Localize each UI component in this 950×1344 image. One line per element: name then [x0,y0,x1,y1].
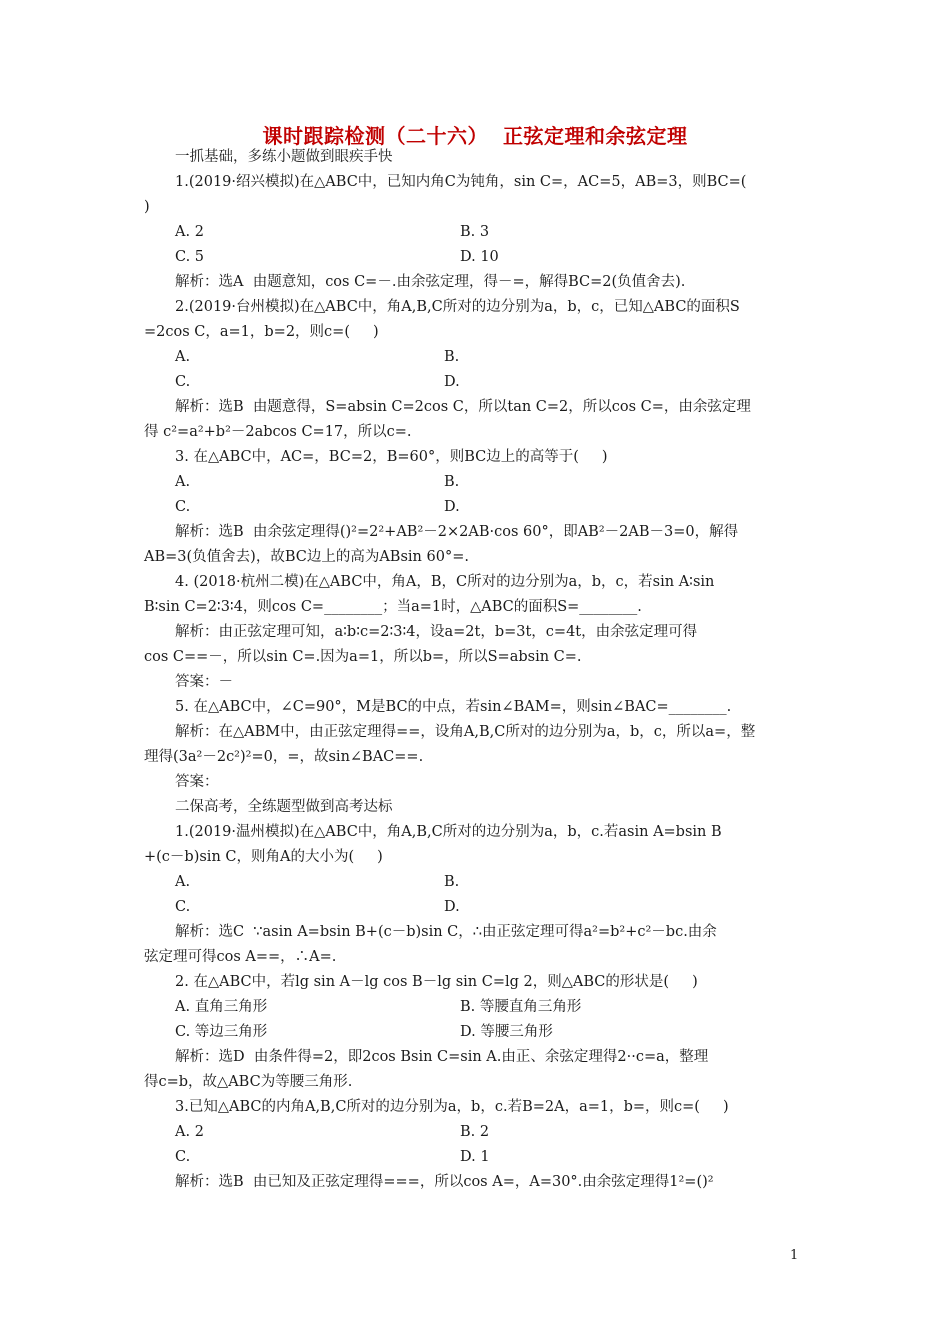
text-line: C. [175,899,191,915]
text-line: B. [444,874,460,890]
text-line: B. [444,349,460,365]
text-line: 一抓基础，多练小题做到眼疾手快 [175,149,393,165]
text-line: C. [175,1149,191,1165]
text-line: 二保高考，全练题型做到高考达标 [175,799,393,815]
text-line: 解析：在△ABM中，由正弦定理得==，设角A,B,C所对的边分别为a，b，c，所以a=，整 [175,724,756,740]
text-line: cos C==－，所以sin C=.因为a=1，所以b=，所以S=absin C=. [144,649,582,665]
text-line: D. 等腰三角形 [460,1024,553,1040]
text-line: D. [444,499,460,515]
text-line: 解析：选C ∵asin A=bsin B+(c－b)sin C，∴由正弦定理可得a²=b²+c²－bc.由余 [175,924,717,940]
text-line: C. 5 [175,249,205,265]
text-line: B. [444,474,460,490]
text-line: 得c=b，故△ABC为等腰三角形. [144,1074,353,1090]
page-number: 1 [790,1248,799,1263]
text-line: A. [175,474,191,490]
text-line: 弦定理可得cos A==，∴A=. [144,949,337,965]
text-line: C. [175,374,191,390]
text-line: D. 1 [460,1149,490,1165]
text-line: 解析：选A 由题意知，cos C=－.由余弦定理，得－=，解得BC=2(负值舍去). [175,274,686,290]
text-line: A. 2 [175,1124,204,1140]
text-line: B∶sin C=2∶3∶4，则cos C=________；当a=1时，△ABC的面积S=________. [144,599,642,615]
text-line: 2. 在△ABC中，若lg sin A－lg cos B－lg sin C=lg 2，则△ABC的形状是( ) [175,974,698,990]
text-line: A. [175,874,191,890]
text-line: AB=3(负值舍去)，故BC边上的高为ABsin 60°=. [144,549,469,565]
text-line: 解析：选D 由条件得=2，即2cos Bsin C=sin A.由正、余弦定理得2··c=a，整理 [175,1049,709,1065]
text-line: 得 c²=a²+b²－2abcos C=17，所以c=. [144,424,412,440]
text-line: 5. 在△ABC中，∠C=90°，M是BC的中点，若sin∠BAM=，则sin∠BAC=________. [175,699,732,715]
text-line: 解析：由正弦定理可知，a∶b∶c=2∶3∶4，设a=2t，b=3t，c=4t，由余弦定理可得 [175,624,698,640]
text-line: =2cos C，a=1，b=2，则c=( ) [144,324,379,340]
text-line: A. 直角三角形 [175,999,268,1015]
text-line: 2.(2019·台州模拟)在△ABC中，角A,B,C所对的边分别为a，b，c，已知△ABC的面积S [175,299,740,315]
text-line: D. 10 [460,249,499,265]
text-line: 答案：－ [175,674,233,690]
text-line: C. 等边三角形 [175,1024,268,1040]
text-line: ) [144,199,150,215]
text-line: 解析：选B 由已知及正弦定理得===，所以cos A=，A=30°.由余弦定理得1²=()² [175,1174,714,1190]
text-line: 答案： [175,774,219,790]
text-line: 4. (2018·杭州二模)在△ABC中，角A，B，C所对的边分别为a，b，c，若sin A∶sin [175,574,715,590]
text-line: A. [175,349,191,365]
text-line: 3.已知△ABC的内角A,B,C所对的边分别为a，b，c.若B=2A，a=1，b=，则c=( ) [175,1099,729,1115]
text-line: B. 3 [460,224,490,240]
text-line: 解析：选B 由余弦定理得()²=2²+AB²－2×2AB·cos 60°，即AB²－2AB－3=0，解得 [175,524,739,540]
text-line: +(c－b)sin C，则角A的大小为( ) [144,849,383,865]
text-line: 3. 在△ABC中，AC=，BC=2，B=60°，则BC边上的高等于( ) [175,449,608,465]
text-line: C. [175,499,191,515]
text-line: 1.(2019·温州模拟)在△ABC中，角A,B,C所对的边分别为a，b，c.若asin A=bsin B [175,824,722,840]
text-line: D. [444,374,460,390]
text-line: 解析：选B 由题意得，S=absin C=2cos C，所以tan C=2，所以cos C=，由余弦定理 [175,399,751,415]
text-line: D. [444,899,460,915]
text-line: B. 等腰直角三角形 [460,999,582,1015]
text-line: 1.(2019·绍兴模拟)在△ABC中，已知内角C为钝角，sin C=，AC=5，AB=3，则BC=( [175,174,747,190]
page-title: 课时跟踪检测（二十六） 正弦定理和余弦定理 [262,124,688,148]
text-line: A. 2 [175,224,204,240]
text-line: B. 2 [460,1124,490,1140]
text-line: 理得(3a²－2c²)²=0，=，故sin∠BAC==. [144,749,424,765]
